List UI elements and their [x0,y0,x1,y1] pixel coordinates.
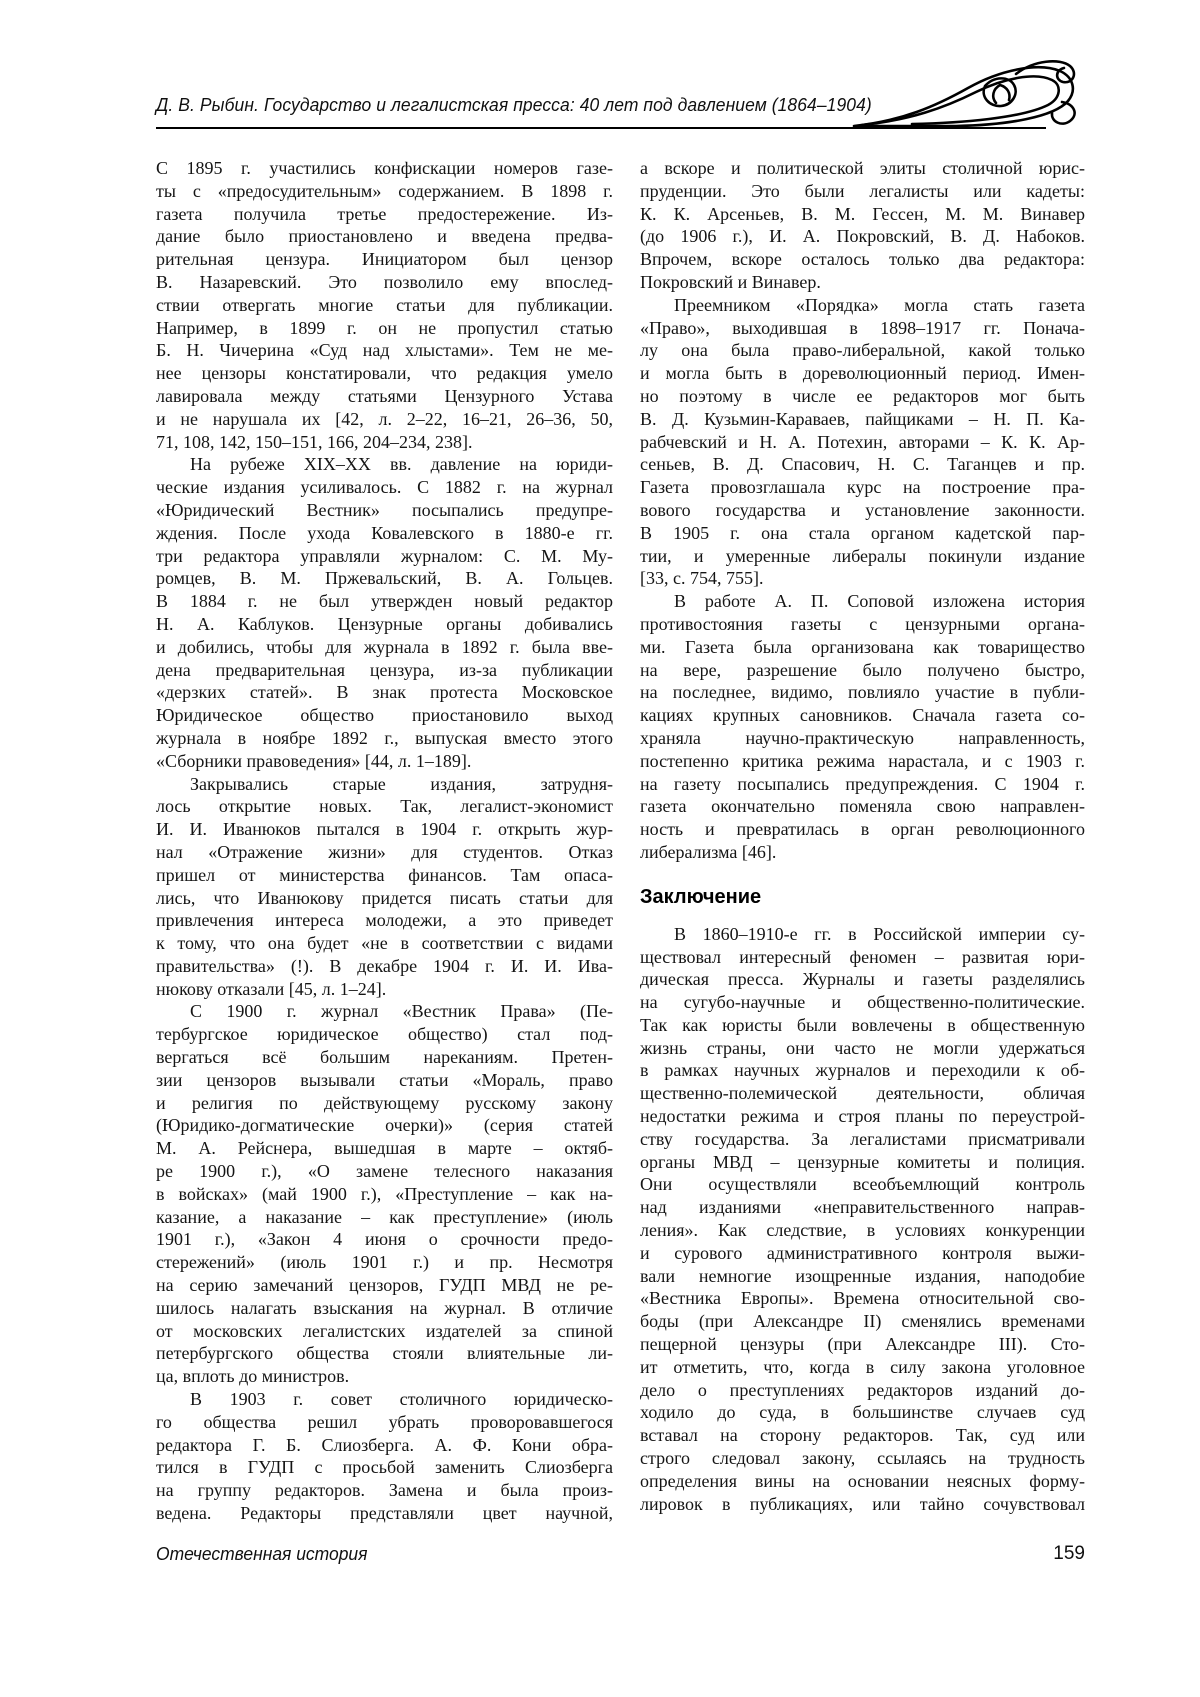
text-line: ность и превратилась в орган революционного [640,819,1085,840]
text-line: [33, с. 754, 755]. [640,568,764,589]
text-line: к тому, что она будет «не в соответствии с видами [156,933,613,954]
text-line: ческие издания усиливалось. С 1882 г. на журнал [156,477,613,498]
text-line: ходило до суда, в большинстве случаев суд [640,1402,1085,1423]
text-line: стережений» (июль 1901 г.) и пр. Несмотря [156,1252,613,1273]
text-line: вергаться всё большим нареканиям. Претен- [156,1047,613,1068]
text-line: дело о преступлениях редакторов изданий до- [640,1379,1085,1400]
paragraph [156,157,613,453]
text-line: газета получила третье предостережение. Из- [156,203,613,224]
text-line: нюкову отказали [45, л. 1–24]. [156,978,387,999]
paragraph [640,157,1085,294]
text-line: на газету посыпались предупреждения. С 1904 г. [640,773,1085,794]
paragraph [156,453,613,772]
text-line: в рамках научных журналов и переходили к об- [640,1060,1085,1081]
text-line: Так как юристы были вовлечены в общественную [640,1014,1085,1035]
text-line: рабчевский и Н. А. Потехин, авторами – К. К. Ар- [640,431,1085,452]
text-line: казание, а наказание – как преступление» (июль [156,1206,613,1227]
text-line: го общества решил убрать проворовавшегося [156,1411,613,1432]
text-line: определения вины на основании неясных форму- [640,1470,1085,1491]
text-line: Газета провозглашала курс на построение пра- [640,477,1085,498]
text-line: дена предварительная цензура, из-за публикации [156,659,613,680]
text-line: шилось налагать взыскания на журнал. В отличие [156,1297,613,1318]
text-line: зии цензоров вызывали статьи «Мораль, право [156,1069,613,1090]
text-line: строго следовал закону, ссылаясь на трудность [640,1448,1085,1469]
text-line: Впрочем, вскоре осталось только два редактора: [640,249,1085,270]
text-line: Они осуществляли всеобъемлющий контроль [640,1174,1085,1195]
text-line: жизнь страны, они часто не могли удержаться [640,1037,1085,1058]
text-line: В 1860–1910-е гг. в Российской империи су- [674,923,1085,944]
text-line: на серию замечаний цензоров, ГУДП МВД не ре- [156,1275,613,1296]
text-line: лу она была право-либеральной, какой только [640,340,1085,361]
text-line: лировок в публикациях, или тайно сочувствовал [640,1493,1085,1514]
text-line: пещерной цензуры (при Александре III). Сто- [640,1334,1085,1355]
text-line: Покровский и Винавер. [640,271,821,292]
text-line: и добились, чтобы для журнала в 1892 г. была вве- [156,636,613,657]
footer-page-number: 159 [1053,1543,1085,1564]
text-line: «дерзких статей». В знак протеста Московское [156,682,613,703]
text-line: вали немногие изощренные издания, наподобие [640,1265,1085,1286]
text-line: (Юридико-догматические очерки)» (серия статей [156,1115,613,1136]
text-line: С 1900 г. журнал «Вестник Права» (Пе- [190,1001,613,1022]
text-line: К. К. Арсеньев, В. М. Гессен, М. М. Винавер [640,203,1085,224]
text-line: И. И. Иванюков пытался в 1904 г. открыть жур- [156,819,613,840]
paragraph [640,923,1085,1516]
text-line: Юридическое общество приостановило выход [156,705,613,726]
text-line: постепенно критика режима нарастала, и с 1903 г. [640,750,1085,771]
left-text-column [156,157,613,1525]
text-line: Закрывались старые издания, затрудня- [190,773,613,794]
text-line: В 1905 г. она стала органом кадетской пар- [640,522,1085,543]
paragraph [156,1000,613,1388]
text-line: «Юридический Вестник» посыпались предупре- [156,499,613,520]
paragraph [156,1388,613,1525]
text-line: 71, 108, 142, 150–151, 166, 204–234, 238]. [156,431,473,452]
art-nouveau-flourish-icon [852,60,1080,130]
running-title: Д. В. Рыбин. Государство и легалистская пресса: 40 лет под давлением (1864–1904) [156,95,872,115]
text-line: петербургского общества стояли влиятельные ли- [156,1343,613,1364]
text-line: и религия по действующему русскому закону [156,1092,613,1113]
paragraph [156,773,613,1001]
text-line: Например, в 1899 г. он не пропустил статью [156,317,613,338]
text-line: вового государства и установление законности. [640,499,1085,520]
text-line: Б. Н. Чичерина «Суд над хлыстами». Тем не ме- [156,340,613,361]
text-line: кациях крупных сановников. Сначала газета со- [640,705,1085,726]
text-line: газета окончательно поменяла свою направлен- [640,796,1085,817]
text-line: противостояния газеты с цензурными органа- [640,613,1085,634]
text-line: С 1895 г. участились конфискации номеров газе- [156,158,613,178]
text-line: журнала в ноябре 1892 г., выпуская вместо этого [156,727,613,748]
text-line: вставал на сторону редакторов. Так, суд или [640,1425,1085,1446]
text-line: В 1903 г. совет столичного юридическо- [190,1389,613,1410]
text-line: тербургское юридическое общество) стал под- [156,1024,613,1045]
text-line: В. Назаревский. Это позволило ему впослед- [156,271,613,292]
text-line: храняла научно-практическую направленность, [640,727,1085,748]
text-line: «Право», выходившая в 1898–1917 гг. Понача- [640,317,1085,338]
text-line: дическая пресса. Журналы и газеты разделялись [640,969,1085,990]
text-line: 1901 г.), «Закон 4 июня о срочности предо- [156,1229,613,1250]
text-line: нее цензоры констатировали, что редакция умело [156,363,613,384]
text-line: пришел от министерства финансов. Там опаса- [156,864,613,885]
text-line: лавировала между статьями Цензурного Устава [156,385,613,406]
text-line: рительная цензура. Инициатором был цензор [156,249,613,270]
text-line: сеньев, В. Д. Спасович, Н. С. Таганцев и пр. [640,454,1085,475]
text-line: ждения. После ухода Ковалевского в 1880-е гг. [156,522,613,543]
text-line: ит отметить, что, когда в силу закона уголовное [640,1356,1085,1377]
text-line: нал «Отражение жизни» для студентов. Отказ [156,841,613,862]
text-line: три редактора управляли журналом: С. М. Му- [156,545,613,566]
text-line: от московских легалистских издателей за спиной [156,1320,613,1341]
text-line: но поэтому в числе ее редакторов мог быть [640,385,1085,406]
right-text-column [640,157,1085,1515]
text-line: В работе А. П. Соповой изложена история [674,591,1085,612]
text-line: ществовал интересный феномен – развитая юри- [640,946,1085,967]
text-line: правительства» (!). В декабре 1904 г. И. И. Ива- [156,955,613,976]
text-line: ре 1900 г.), «О замене телесного наказания [156,1161,613,1182]
text-line: на сугубо-научные и общественно-политические. [640,992,1085,1013]
text-line: ству государства. За легалистами присматривали [640,1128,1085,1149]
paragraph [640,294,1085,590]
text-line: Н. А. Каблуков. Цензурные органы добивались [156,613,613,634]
text-line: ведена. Редакторы представляли цвет научной, [156,1503,613,1524]
text-line: ца, вплоть до министров. [156,1366,350,1387]
text-line: органы МВД – цензурные комитеты и полиция. [640,1151,1085,1172]
text-line: на вере, разрешение было получено быстро, [640,659,1085,680]
text-line: и могла быть в дореволюционный период. Имен- [640,363,1085,384]
text-line: Преемником «Порядка» могла стать газета [674,294,1085,315]
text-line: ты с «предосудительным» содержанием. В 1898 г. [156,180,613,201]
text-line: пруденции. Это были легалисты или кадеты: [640,180,1085,201]
paragraph [640,590,1085,864]
text-line: лись, что Иванюкову придется писать статьи для [156,887,613,908]
text-line: тии, и умеренные либералы покинули издание [640,545,1085,566]
text-line: ления». Как следствие, в условиях конкуренции [640,1220,1085,1241]
text-line: на последнее, видимо, повлияло участие в публи- [640,682,1085,703]
text-line: над изданиями «неправительственного направ- [640,1197,1085,1218]
text-line: боды (при Александре II) сменялись временами [640,1311,1085,1332]
text-line: ми. Газета была организована как товарищество [640,636,1085,657]
text-line: и не нарушала их [42, л. 2–22, 16–21, 26–36, 50, [156,408,613,429]
text-line: ствии отвергать многие статьи для публикации. [156,294,613,315]
section-heading: Заключение [640,885,762,908]
text-line: и сурового административного контроля выжи- [640,1242,1085,1263]
text-line: а вскоре и политической элиты столичной юрис- [640,158,1085,178]
text-line: на группу редакторов. Замена и была произ- [156,1480,613,1501]
text-line: редактора Г. Б. Слиозберга. А. Ф. Кони обра- [156,1434,613,1455]
text-line: На рубеже XIX–XX вв. давление на юриди- [190,454,613,475]
text-line: ромцев, В. М. Пржевальский, В. А. Гольцев. [156,568,613,589]
text-line: В 1884 г. не был утвержден новый редактор [156,591,613,612]
text-line: щественно-полемической деятельности, обличая [640,1083,1085,1104]
text-line: В. Д. Кузьмин-Караваев, пайщиками – Н. П. Ка- [640,408,1085,429]
text-line: недостатки режима и строя планы по переустрой- [640,1106,1085,1127]
text-line: либерализма [46]. [640,841,777,862]
text-line: лось открытие новых. Так, легалист-экономист [156,796,613,817]
text-line: тился в ГУДП с просьбой заменить Слиозберга [156,1457,613,1478]
text-line: М. А. Рейснера, вышедшая в марте – октяб- [156,1138,613,1159]
text-line: «Вестника Европы». Времена относительной сво- [640,1288,1085,1309]
text-line: дание было приостановлено и введена предва- [156,226,613,247]
footer-journal-title: Отечественная история [156,1544,368,1564]
text-line: в войсках» (май 1900 г.), «Преступление – как на- [156,1183,613,1204]
text-line: «Сборники правоведения» [44, л. 1–189]. [156,750,472,771]
text-line: привлечения интереса молодежи, а это приведет [156,910,613,931]
text-line: (до 1906 г.), И. А. Покровский, В. Д. Набоков. [640,226,1085,247]
